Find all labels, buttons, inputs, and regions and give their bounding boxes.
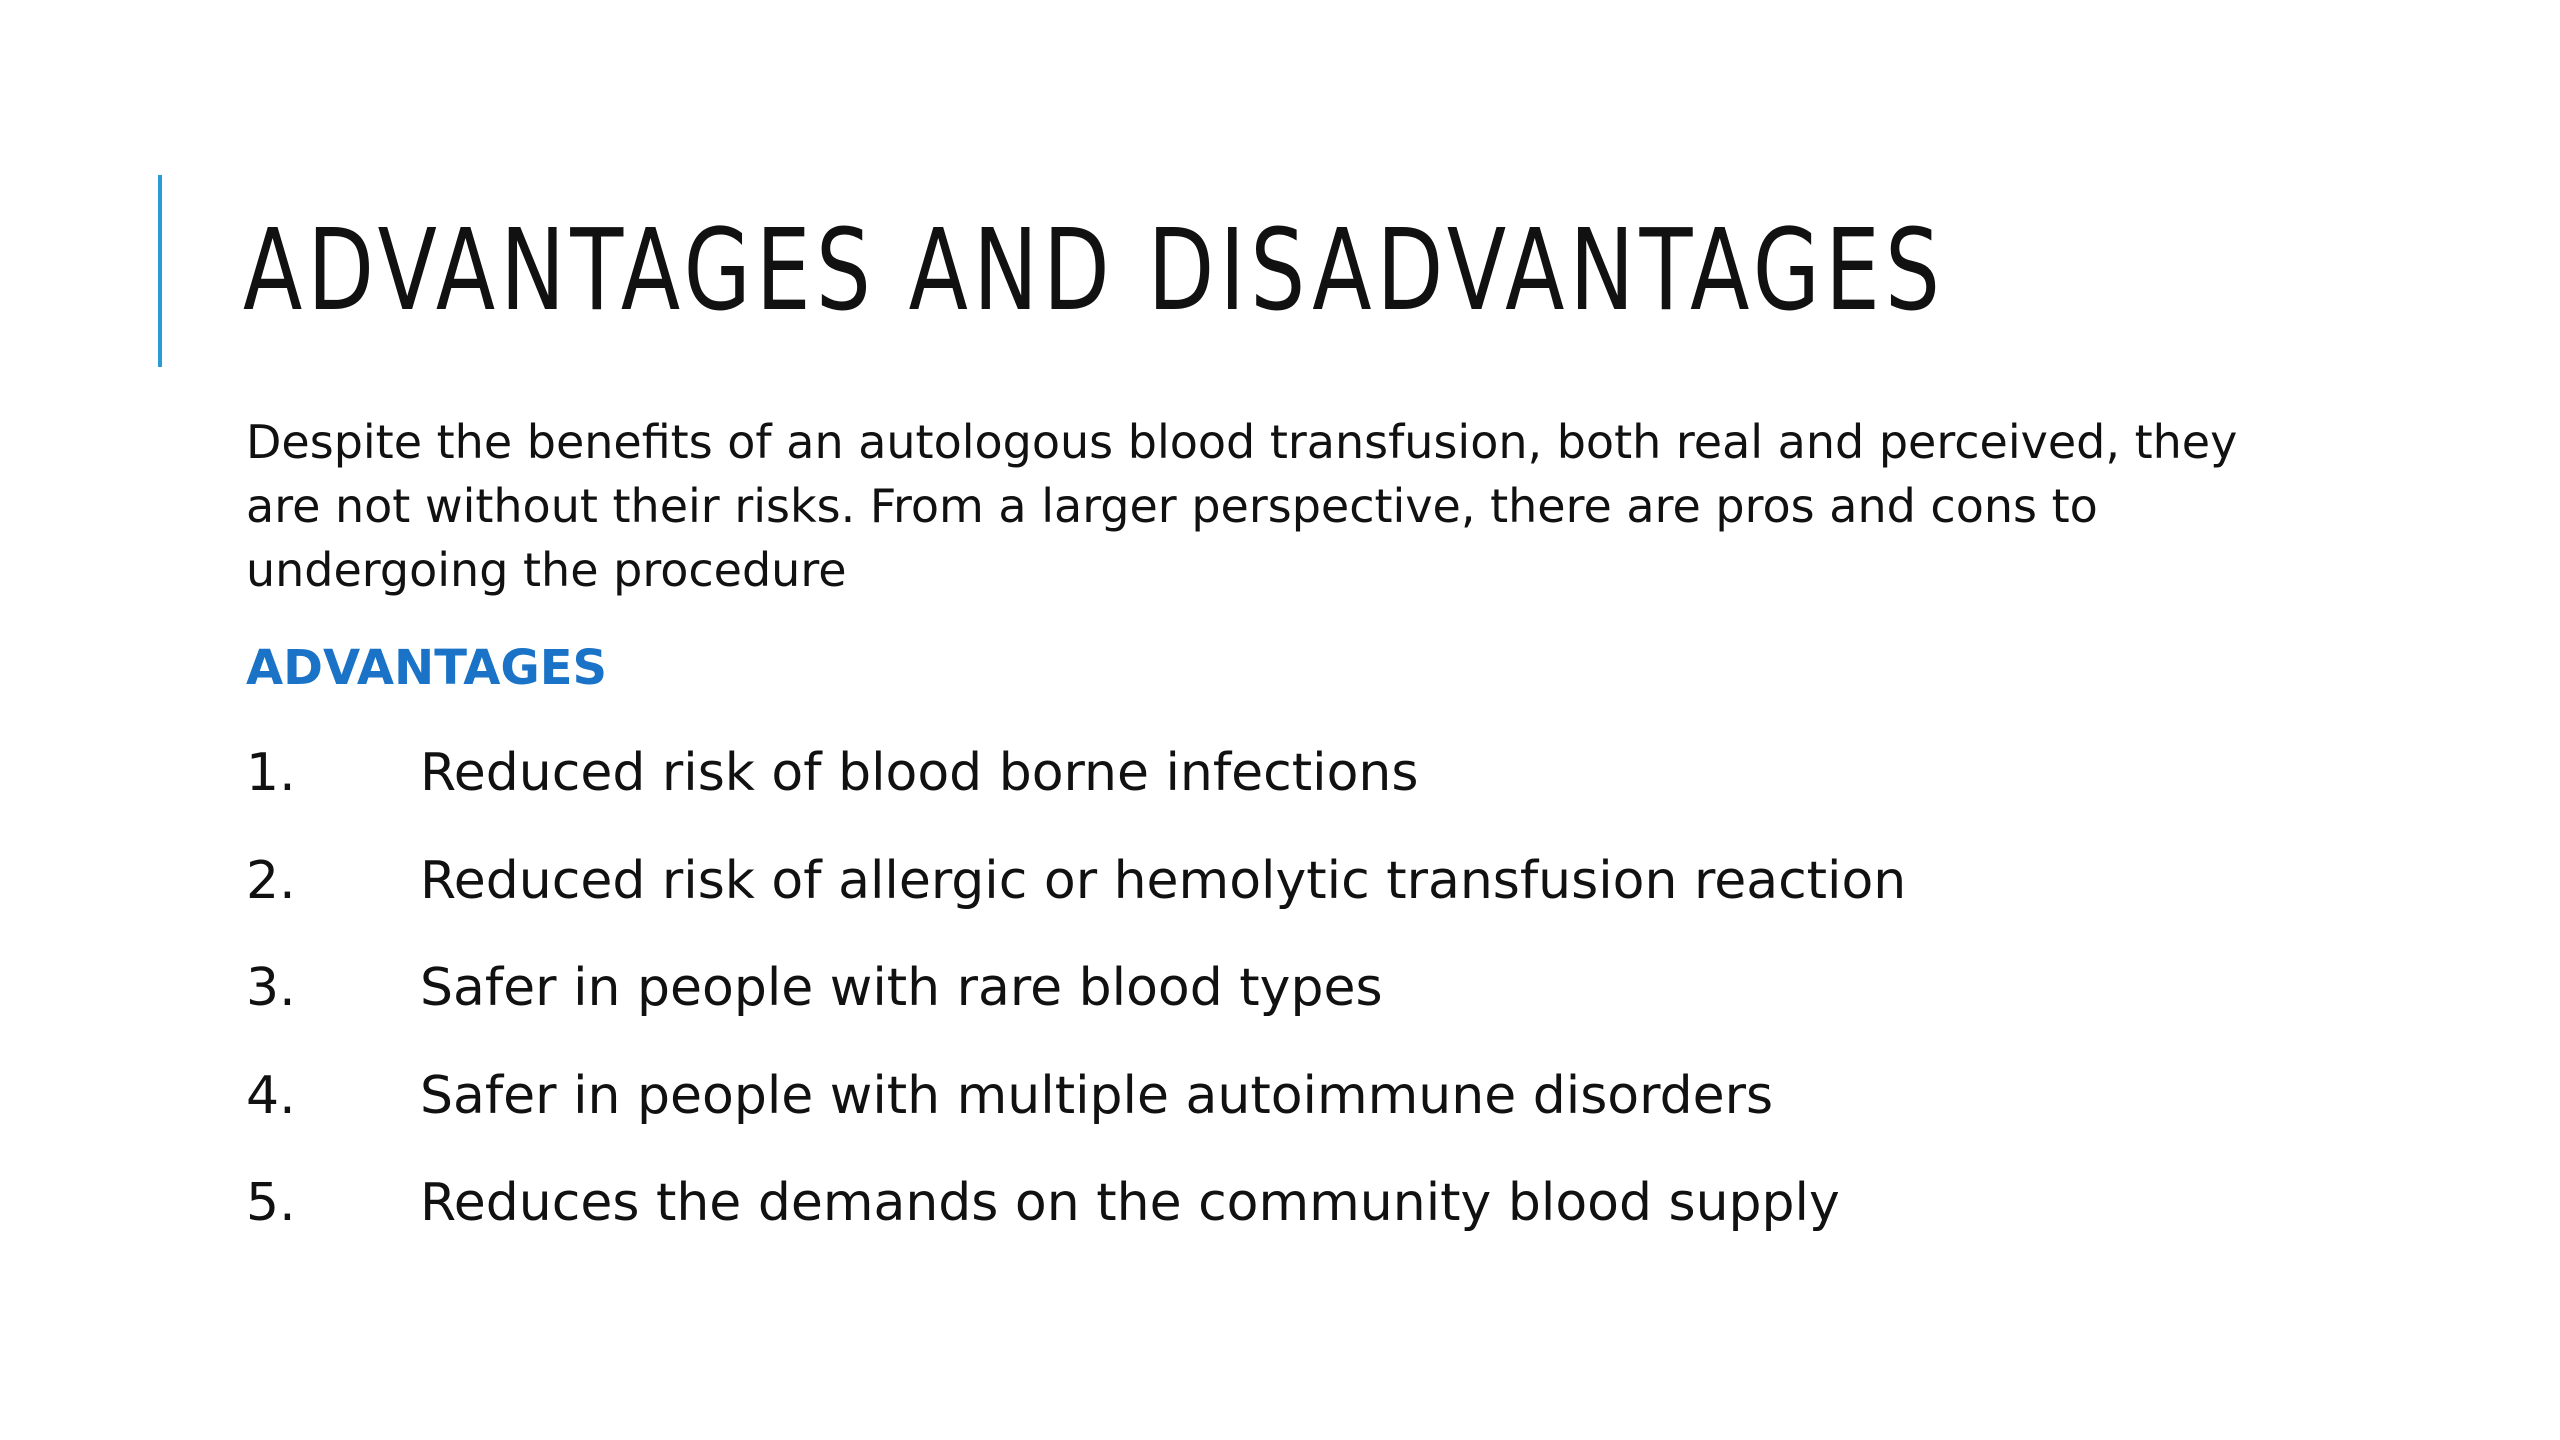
list-item-number: 1. xyxy=(246,743,296,803)
list-item-number: 5. xyxy=(246,1173,296,1233)
list-item xyxy=(246,740,1906,848)
list-item xyxy=(246,1063,1906,1171)
list-item-number: 4. xyxy=(246,1065,296,1126)
list-item xyxy=(246,1170,1906,1278)
advantages-list xyxy=(246,740,1906,1278)
slide-title: ADVANTAGES AND DISADVANTAGES xyxy=(243,206,1946,336)
list-item-number: 3. xyxy=(246,958,296,1018)
list-item-text: Reduced risk of blood borne infections xyxy=(420,743,1419,803)
list-item-text: Reduced risk of allergic or hemolytic transfusion reaction xyxy=(420,850,1907,911)
list-item-text: Safer in people with rare blood types xyxy=(420,958,1383,1018)
title-accent-bar xyxy=(158,175,162,367)
intro-paragraph: Despite the benefits of an autologous blood transfusion, both real and perceived, they are not without their risks. From a larger perspective, there are pros and cons to undergoing the procedure xyxy=(246,415,2238,597)
list-item-text: Safer in people with multiple autoimmune disorders xyxy=(420,1065,1774,1126)
list-item-text: Reduces the demands on the community blood supply xyxy=(420,1173,1840,1233)
advantages-heading: ADVANTAGES xyxy=(246,640,608,696)
list-item xyxy=(246,848,1906,956)
list-item xyxy=(246,955,1906,1063)
list-item-number: 2. xyxy=(246,850,296,911)
